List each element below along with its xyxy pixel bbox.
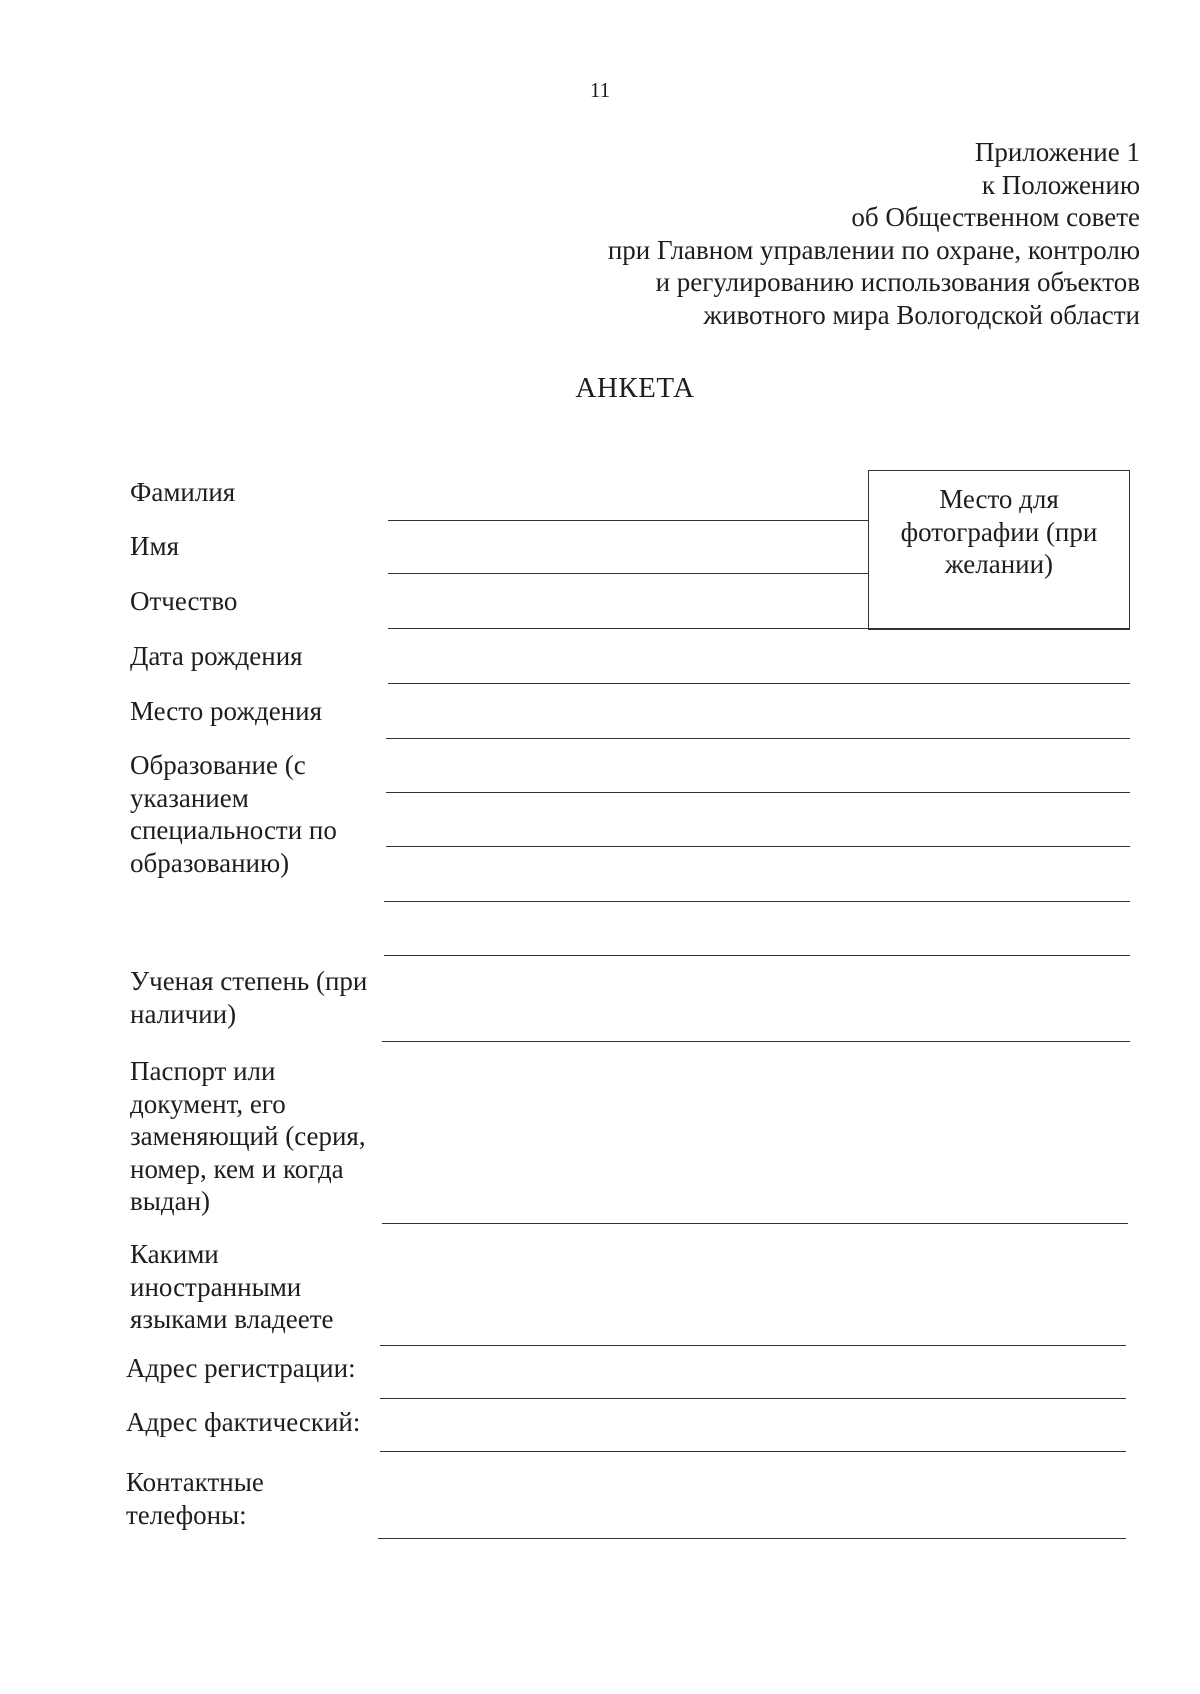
birth-date-label: Дата рождения [130,641,303,671]
reg-address-label: Адрес регистрации: [126,1353,356,1383]
education-input-line-3[interactable] [384,901,1130,902]
appendix-line: и регулированию использования объектов [655,267,1140,297]
photo-placeholder-box [868,470,1130,630]
education-input-line-1[interactable] [386,792,1130,793]
education-input-line-4[interactable] [384,955,1130,956]
appendix-line: об Общественном совете [851,202,1140,232]
languages-input-line[interactable] [380,1345,1126,1346]
appendix-line: животного мира Вологодской области [703,299,1140,330]
education-label: Образование (с указанием специальности по образованию) [130,750,337,878]
phones-label: Контактные телефоны: [126,1467,264,1530]
name-label: Имя [130,531,180,561]
degree-label: Ученая степень (при наличии) [130,966,368,1029]
appendix-line: к Положению [981,169,1140,200]
appendix-line: Приложение 1 [974,137,1140,167]
actual-address-label: Адрес фактический: [126,1407,361,1437]
passport-input-line[interactable] [382,1223,1128,1224]
reg-address-input-line[interactable] [380,1398,1126,1399]
name-input-line[interactable] [388,573,868,574]
education-input-line-2[interactable] [386,846,1130,847]
birth-date-input-line[interactable] [388,683,1130,684]
phones-input-line[interactable] [378,1538,1126,1539]
passport-label: Паспорт или документ, его заменяющий (серия, номер, кем и когда выдан) [130,1056,366,1216]
birth-place-label: Место рождения [130,696,323,726]
surname-label: Фамилия [130,477,236,507]
patronymic-label: Отчество [130,586,238,616]
patronymic-input-line[interactable] [388,628,1130,629]
appendix-line: при Главном управлении по охране, контролю [607,234,1140,265]
appendix-header [440,136,1140,331]
degree-input-line[interactable] [382,1041,1130,1042]
actual-address-input-line[interactable] [380,1451,1126,1452]
surname-input-line[interactable] [388,520,868,521]
page-number: 11 [589,78,611,102]
document-title: АНКЕТА [575,372,695,404]
photo-placeholder-text: Место для фотографии (при желании) [900,484,1098,579]
languages-label: Какими иностранными языками владеете [130,1239,334,1334]
birth-place-input-line[interactable] [386,738,1130,739]
